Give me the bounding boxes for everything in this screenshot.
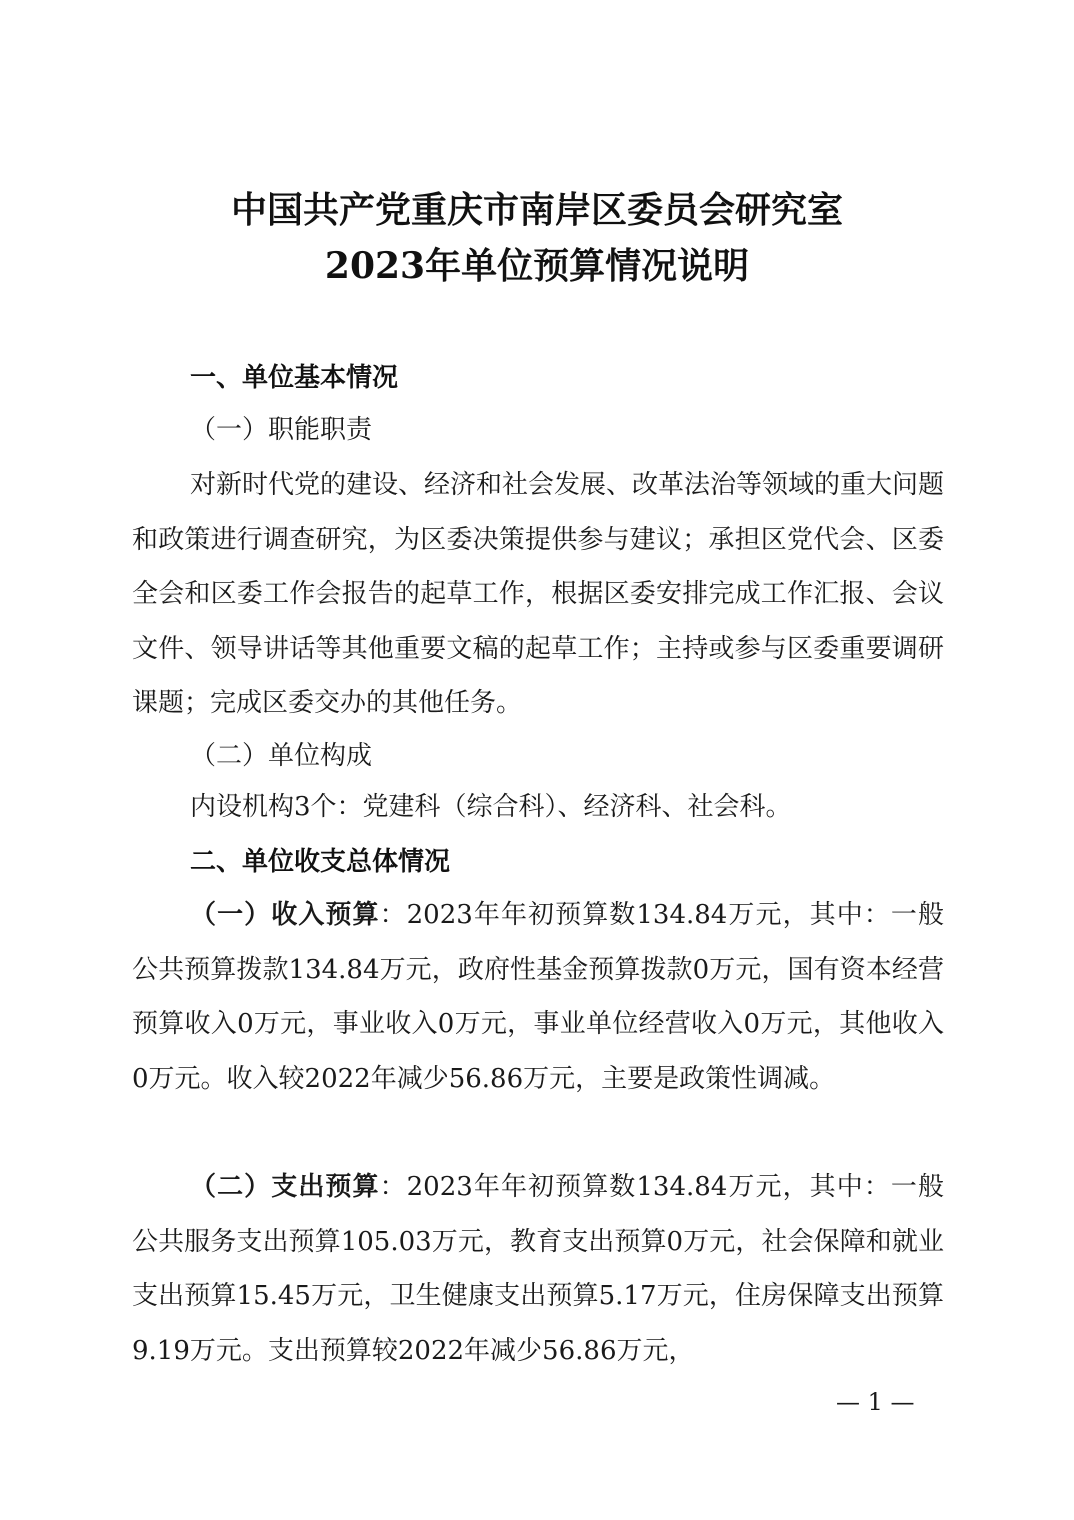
income-budget-lead: （一）收入预算	[190, 900, 380, 930]
section2-heading: 二、单位收支总体情况	[190, 847, 451, 877]
section1-sub1-heading: （一）职能职责	[190, 415, 373, 445]
expense-budget-paragraph	[132, 1160, 944, 1378]
page-number: — 1 —	[836, 1388, 915, 1416]
expense-budget-text: ：2023年年初预算数134.84万元，其中：一般公共服务支出预算105.03万元，教育支出预算0万元，社会保障和就业支出预算15.45万元，卫生健康支出预算5.17万元，住房保障支出预算9.19万元。支出预算较2022年减少56.86万元，	[132, 1172, 944, 1366]
section1-sub2-paragraph: 内设机构3个：党建科（综合科）、经济科、社会科。	[190, 792, 792, 822]
income-budget-text: ：2023年年初预算数134.84万元，其中：一般公共预算拨款134.84万元，政府性基金预算拨款0万元，国有资本经营预算收入0万元，事业收入0万元，事业单位经营收入0万元，其他收入0万元。收入较2022年减少56.86万元，主要是政策性调减。	[132, 900, 944, 1094]
document-title-line2: 2023年单位预算情况说明	[324, 245, 750, 287]
document-title-line1: 中国共产党重庆市南岸区委员会研究室	[230, 189, 843, 231]
section1-sub1-paragraph: 对新时代党的建设、经济和社会发展、改革法治等领域的重大问题和政策进行调查研究，为区委决策提供参与建议；承担区党代会、区委全会和区委工作会报告的起草工作，根据区委安排完成工作汇报、会议文件、领导讲话等其他重要文稿的起草工作；主持或参与区委重要调研课题；完成区委交办的其他任务。	[132, 470, 945, 718]
income-budget-paragraph	[132, 888, 944, 1106]
expense-budget-lead: （二）支出预算	[190, 1172, 380, 1202]
section1-sub2-heading: （二）单位构成	[190, 741, 373, 771]
section1-heading: 一、单位基本情况	[190, 363, 399, 393]
